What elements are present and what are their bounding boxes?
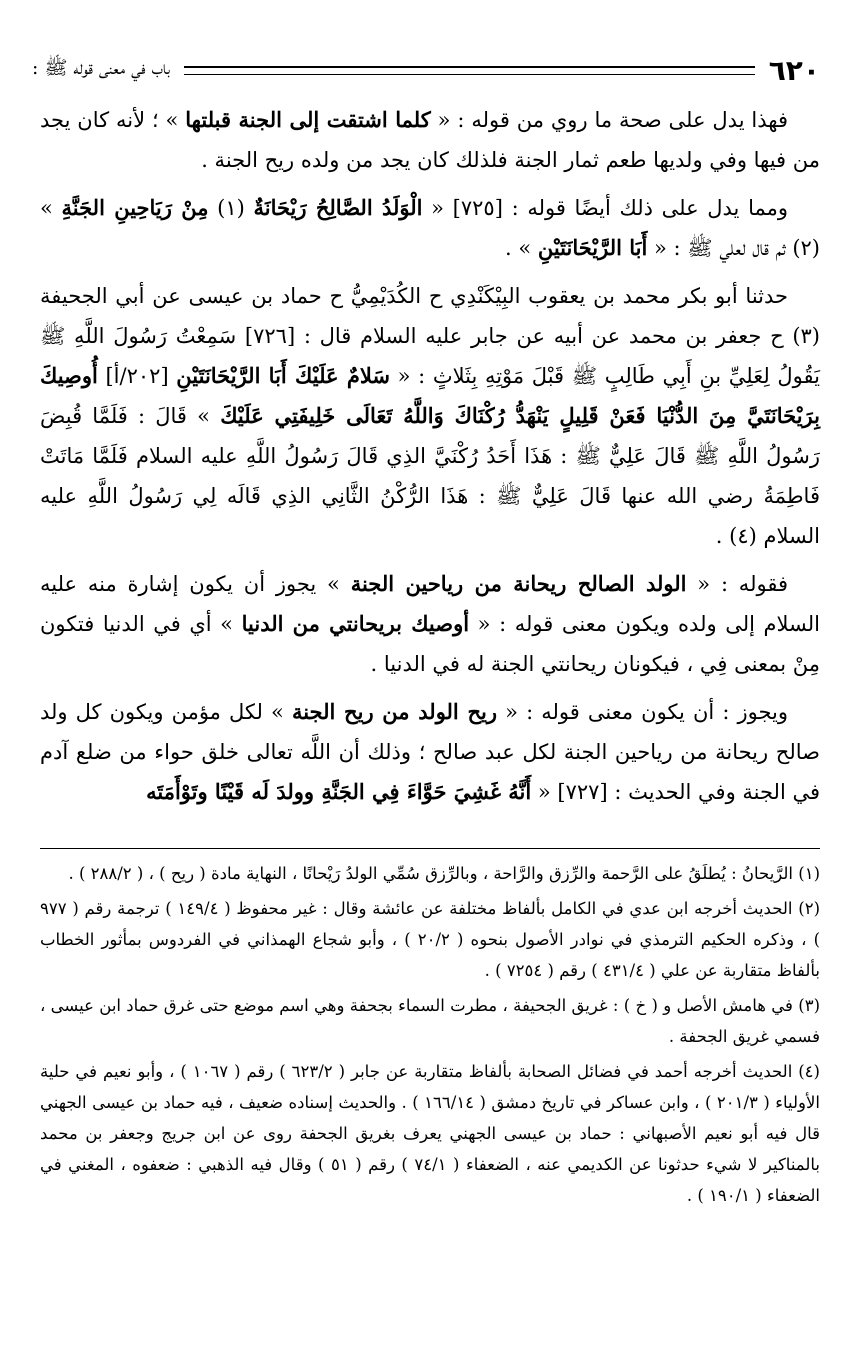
text-run: فقوله : « (686, 572, 788, 596)
text-run: فهذا يدل على صحة ما روي من قوله : « (430, 108, 788, 132)
text-run: سَمِعْتُ رَسُولَ اللَّهِ ﷺ يَقُولُ لِعَلِيِّ بنِ أَبِي طَالِبٍ ﷺ قَبْلَ مَوْتِهِ بِثَلاثٍ : « (40, 324, 820, 388)
quoted-hadith-text: أوصيك بريحانتي من الدنيا (241, 611, 470, 636)
header-rule (184, 66, 755, 75)
footnote: (٢) الحديث أخرجه ابن عدي في الكامل بألفاظ مختلفة عن عائشة وقال : غير محفوظ ( ١٤٩/٤ ) ترجمة رقم ( ٩٧٧ ) ، وذكره الحكيم الترمذي في نوادر الأصول بنحوه ( ٢٠/٢ ) ، وأبو شجاع الهمذاني في الفردوس بمأثور الخطاب بألفاظ متقاربة عن علي ( ٤٣١/٤ ) رقم ( ٧٢٥٤ ) . (40, 899, 821, 980)
paragraph (40, 188, 820, 268)
quoted-hadith-text: كلما اشتقت إلى الجنة قبلتها (185, 107, 431, 132)
quoted-hadith-text: أَبَا الرَّيْحَانَتَيْنِ (537, 235, 648, 260)
text-run: ويجوز : أن يكون معنى قوله : « (497, 700, 789, 724)
quoted-hadith-text: الْوَلَدُ الصَّالِحُ رَيْحَانَةٌ (253, 195, 423, 220)
quoted-hadith-text: ريح الولد من ريح الجنة (291, 699, 498, 724)
footnote: (٤) الحديث أخرجه أحمد في فضائل الصحابة بألفاظ متقاربة عن جابر ( ٦٢٣/٢ ) رقم ( ١٠٦٧ ) ، وأبو نعيم في حلية الأولياء ( ٢٠١/٣ ) ، وابن عساكر في تاريخ دمشق ( ١٦٦/١٤ ) . والحديث إسناده ضعيف ، فيه حماد بن عيسى الجهني قال فيه أبو نعيم الأصبهاني : حماد بن عيسى الجهني يعرف بغريق الجحفة روى عن ابن جريج وجعفر بن محمد بالمناكير لا شيء حدثونا عن الكديمي عنه ، الضعفاء ( ٧٤/١ ) رقم ( ٥١ ) وقال فيه الذهبي : ضعفوه ، المغني في الضعفاء ( ١٩٠/١ ) . (40, 1062, 821, 1205)
paragraph (40, 564, 820, 684)
text-run: » . (504, 236, 538, 260)
footnote-separator (40, 848, 820, 849)
paragraph (40, 692, 820, 812)
page-number: ٦٢٠ (768, 53, 820, 87)
quoted-hadith-text: سَلامٌ عَلَيْكَ أَبَا الرَّيْحَانَتَيْنِ (176, 363, 390, 388)
text-run: » يجوز أن يكون إشارة منه عليه السلام إلى ولده ويكون معنى قوله : « (40, 572, 821, 636)
quoted-hadith-text: الولد الصالح ريحانة من رياحين الجنة (350, 571, 687, 596)
footnotes (40, 858, 820, 1215)
paragraph (40, 100, 820, 180)
page-header (32, 55, 820, 85)
quoted-hadith-text: أَنَّهُ غَشِيَ حَوَّاءَ فِي الجَنَّةِ وولدَ لَه قَيْنًا وتَوْأَمَتَه (146, 779, 532, 804)
quoted-hadith-text: مِنْ رَيَاحِينِ الجَنَّةِ (61, 195, 209, 220)
text-run: » ؛ لأنه كان يجد من فيها وفي ولديها طعم ثمار الجنة فلذلك كان يجد من ولده ريح الجنة . (40, 108, 820, 172)
text-run: » (٢) ثم قال لعلي ﷺ : « (40, 196, 820, 260)
chapter-title: باب في معنى قوله ﷺ : (32, 57, 170, 79)
quoted-hadith-text: أُوصِيكَ بِرَيْحَانَتَيَّ مِنَ الدُّنْيَا فَعَنْ قَلِيلٍ يَنْهَدُّ رُكْنَاكَ وَاللَّهُ تَعَالَى خَلِيفَتِي عَلَيْكَ (40, 363, 820, 428)
footnote: (٣) في هامش الأصل و ( خ ) : غريق الجحيفة ، مطرت السماء بجحفة وهي اسم موضع حتى غرق حماد ابن عيسى ، فسمي غريق الجحفة . (40, 996, 820, 1046)
text-run: ومما يدل على ذلك أيضًا قوله : [٧٢٥] « (422, 196, 788, 220)
main-text (40, 100, 820, 820)
text-run: » لكل مؤمن ويكون كل ولد صالح ريحانة من رياحين الجنة لكل عبد صالح ؛ وذلك أن اللَّه تعالى خلق حواء من ضلع آدم في الجنة وفي الحديث : [٧٢٧] « (40, 700, 820, 804)
text-run: [٢٠٢/أ] (97, 364, 177, 388)
text-run: (١) (208, 196, 254, 220)
paragraph (40, 276, 820, 556)
text-run: حدثنا أبو بكر محمد بن يعقوب البِيْكَنْدِي ح الكُدَيْمِيُّ ح حماد بن عيسى عن أبي الجحيفة (٣) ح جعفر بن محمد عن أبيه عن جابر عليه السلام قال : [٧٢٦] (40, 284, 820, 348)
footnote: (١) الرَّيحانُ : يُطلَقُ على الرَّحمة والرِّزق والرَّاحة ، وبالرِّزق سُمِّي الولدُ رَيْحانًا ، النهاية مادة ( ريح ) ، ( ٢٨٨/٢ ) . (68, 864, 820, 883)
text-run: » أي في الدنيا فتكون مِنْ بمعنى فِي ، فيكونان ريحانتي الجنة له في الدنيا . (40, 612, 820, 676)
text-run: » قَالَ : فَلَمَّا قُبِضَ رَسُولُ اللَّهِ ﷺ قَالَ عَلِيٌّ ﷺ : هَذَا أَحَدُ رُكْنَيَّ الذِي قَالَ رَسُولُ اللَّهِ عليه السلام فَلَمَّا مَاتَتْ فَاطِمَةُ رضي الله عنها قَالَ عَلِيٌّ ﷺ : هَذَا الرُّكْنُ الثَّانِي الذِي قَالَه لِي رَسُولُ اللَّهِ عليه السلام (٤) . (40, 404, 820, 548)
